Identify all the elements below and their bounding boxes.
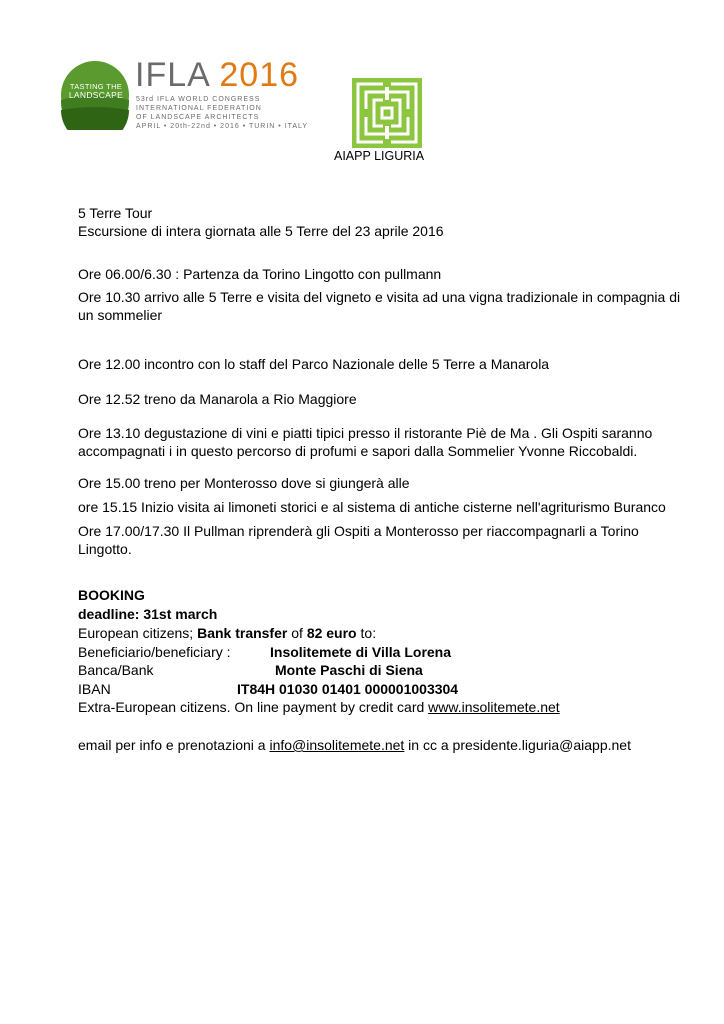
ifla-subtitle-line-3: OF LANDSCAPE ARCHITECTS: [136, 114, 260, 121]
schedule-item-6: Ore 15.00 treno per Monterosso dove si giungerà alle: [78, 475, 410, 491]
extra-eu-text: Extra-European citizens. On line payment by credit card: [78, 699, 429, 715]
ifla-circle-line-1: TASTING THE: [69, 82, 123, 91]
ifla-2016-logo: [60, 56, 309, 136]
schedule-item-5: Ore 13.10 degustazione di vini e piatti tipici presso il ristorante Piè de Ma . Gli Ospiti saranno accompagnati i in questo percorso di profumi e sapori dalla Sommelier Yvonne Riccobaldi.: [78, 425, 653, 459]
eu-amount: 82 euro: [306, 625, 357, 641]
contact-suffix: in cc a presidente.liguria@aiapp.net: [404, 737, 631, 753]
booking-heading: BOOKING: [78, 587, 145, 603]
info-email-link[interactable]: info@insolitemete.net: [269, 737, 405, 753]
schedule-item-4: Ore 12.52 treno da Manarola a Rio Maggiore: [78, 391, 357, 407]
iban-label: IBAN: [78, 681, 111, 697]
aiapp-label: AIAPP LIGURIA: [334, 149, 425, 163]
iban-value: IT84H 01030 01401 000001003304: [237, 681, 459, 697]
schedule-item-2: Ore 10.30 arrivo alle 5 Terre e visita del vigneto e visita ad una vigna tradizionale in compagnia di un sommelier: [78, 289, 681, 323]
tour-subtitle: Escursione di intera giornata alle 5 Terre del 23 aprile 2016: [78, 223, 444, 239]
contact-line: [78, 736, 631, 754]
ifla-brand-year: 2016: [219, 56, 300, 94]
ifla-subtitle-line-2: INTERNATIONAL FEDERATION: [136, 105, 262, 112]
ifla-subtitle: [136, 95, 308, 131]
contact-prefix: email per info e prenotazioni a: [78, 737, 270, 753]
schedule-item-8: Ore 17.00/17.30 Il Pullman riprenderà gli Ospiti a Monterosso per riaccompagnarli a Torino Lingotto.: [78, 523, 639, 557]
booking-deadline: deadline: 31st march: [78, 606, 218, 622]
schedule-item-7: ore 15.15 Inizio visita ai limoneti storici e al sistema di antiche cisterne nell'agriturismo Buranco: [78, 499, 666, 515]
bank-value: Monte Paschi di Siena: [275, 662, 423, 678]
tour-title: 5 Terre Tour: [78, 205, 153, 221]
eu-of: of: [287, 625, 307, 641]
schedule-item-3: Ore 12.00 incontro con lo staff del Parco Nazionale delle 5 Terre a Manarola: [78, 356, 550, 372]
ifla-brand-title: [135, 58, 299, 92]
beneficiary-value: Insolitemete di Villa Lorena: [270, 644, 452, 660]
ifla-brand-ifla: IFLA: [135, 56, 209, 94]
ifla-circle-text: [65, 83, 127, 99]
ifla-circle-line-2: LANDSCAPE: [68, 90, 124, 100]
schedule-item-1: Ore 06.00/6.30 : Partenza da Torino Lingotto con pullmann: [78, 266, 442, 282]
beneficiary-label: Beneficiario/beneficiary :: [78, 644, 231, 660]
aiapp-maze-logo-icon: [352, 78, 422, 148]
eu-bank-transfer: Bank transfer: [197, 625, 288, 641]
ifla-subtitle-line-1: 53rd IFLA WORLD CONGRESS: [136, 96, 261, 103]
ifla-subtitle-line-4: APRIL • 20th-22nd • 2016 • TURIN • ITALY: [136, 123, 309, 130]
booking-eu-line: [78, 624, 376, 642]
extra-eu-line: [78, 698, 560, 716]
bank-label: Banca/Bank: [78, 662, 154, 678]
eu-suffix: to:: [356, 625, 377, 641]
eu-prefix: European citizens;: [78, 625, 198, 641]
insolitemete-website-link[interactable]: www.insolitemete.net: [428, 699, 560, 715]
